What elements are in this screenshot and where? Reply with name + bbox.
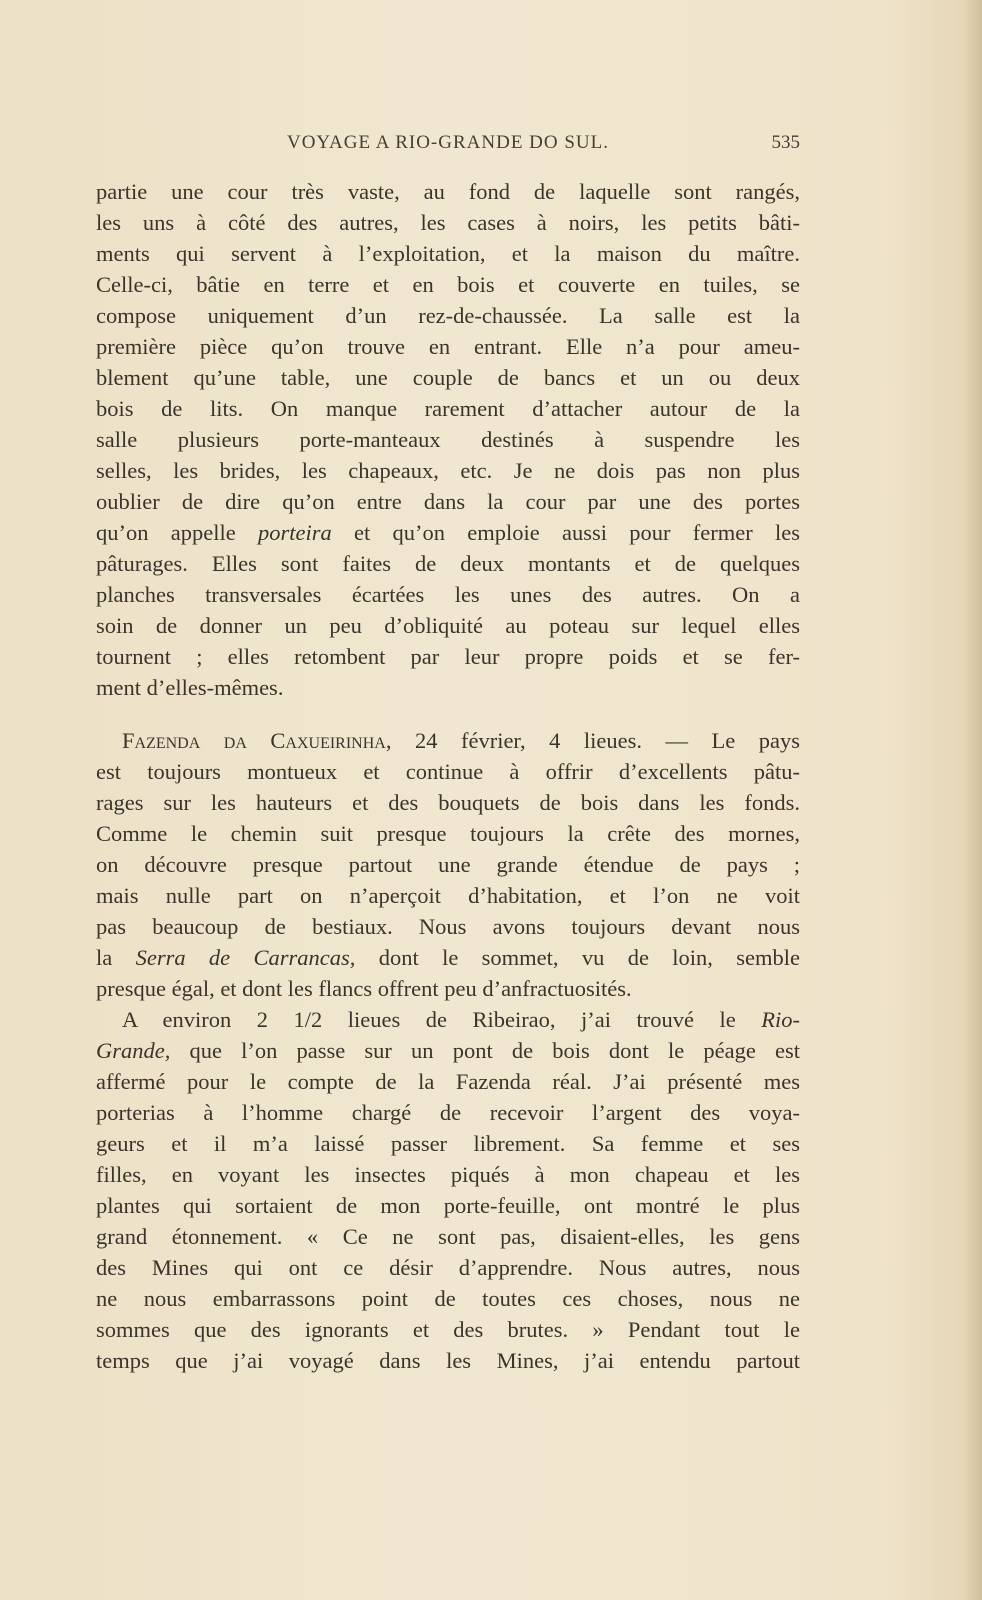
text-line: les uns à côté des autres, les cases à noirs, les petits bâti- [96, 210, 800, 235]
text-line: ment d’elles-mêmes. [96, 675, 284, 700]
text-line: planches transversales écartées les unes des autres. On a [96, 582, 800, 607]
text-line: Comme le chemin suit presque toujours la crête des mornes, [96, 821, 800, 846]
text-line: affermé pour le compte de la Fazenda réal. J’ai présenté mes [96, 1069, 800, 1094]
text-line: porterias à l’homme chargé de recevoir l’argent des voya- [96, 1100, 800, 1125]
text-line: est toujours montueux et continue à offrir d’excellents pâtu- [96, 759, 800, 784]
text-line: soin de donner un peu d’obliquité au poteau sur lequel elles [96, 613, 800, 638]
italic-term: porteira [257, 520, 332, 545]
text-line: pas beaucoup de bestiaux. Nous avons toujours devant nous [96, 914, 800, 939]
text-line: tournent ; elles retombent par leur propre poids et se fer- [96, 644, 800, 669]
page-number: 535 [771, 132, 800, 153]
text-line: des Mines qui ont ce désir d’apprendre. Nous autres, nous [96, 1255, 800, 1280]
text-line: on découvre presque partout une grande étendue de pays ; [96, 852, 800, 877]
text-line: partie une cour très vaste, au fond de laquelle sont rangés, [96, 179, 800, 204]
text-line: première pièce qu’on trouve en entrant. Elle n’a pour ameu- [96, 334, 800, 359]
text-run: , 24 février, 4 lieues. — Le pays [385, 728, 800, 753]
text-line: pâturages. Elles sont faites de deux montants et de quelques [96, 551, 800, 576]
text-line: ments qui servent à l’exploitation, et la maison du maître. [96, 241, 800, 266]
text-line-serra [96, 942, 800, 973]
italic-term: Rio- [761, 1007, 800, 1032]
italic-term: Serra de Carrancas, [135, 945, 356, 970]
text-line: temps que j’ai voyagé dans les Mines, j’ai entendu partout [96, 1348, 800, 1373]
running-title: VOYAGE A RIO-GRANDE DO SUL. [286, 132, 610, 153]
text-line: rages sur les hauteurs et des bouquets de bois dans les fonds. [96, 790, 800, 815]
text-line: filles, en voyant les insectes piqués à mon chapeau et les [96, 1162, 800, 1187]
text-line: plantes qui sortaient de mon porte-feuille, ont montré le plus [96, 1193, 800, 1218]
text-line: compose uniquement d’un rez-de-chaussée. La salle est la [96, 303, 800, 328]
text-line-porteira [96, 517, 800, 548]
text-line: presque égal, et dont les flancs offrent peu d’anfractuosités. [96, 976, 632, 1001]
text-run: et qu’on emploie aussi pour fermer les [331, 520, 800, 545]
paragraph-gap [96, 703, 800, 725]
text-line: selles, les brides, les chapeaux, etc. Je ne dois pas non plus [96, 458, 800, 483]
text-run: que l’on passe sur un pont de bois dont le péage est [170, 1038, 800, 1063]
entry-heading-line [96, 725, 800, 756]
text-line: Celle-ci, bâtie en terre et en bois et couverte en tuiles, se [96, 272, 800, 297]
text-line: blement qu’une table, une couple de bancs et un ou deux [96, 365, 800, 390]
text-run: dont le sommet, vu de loin, semble [355, 945, 800, 970]
text-line: sommes que des ignorants et des brutes. » Pendant tout le [96, 1317, 800, 1342]
body-text [96, 176, 800, 1376]
text-line: mais nulle part on n’aperçoit d’habitation, et l’on ne voit [96, 883, 800, 908]
text-line: bois de lits. On manque rarement d’attacher autour de la [96, 396, 800, 421]
text-run: la [96, 945, 136, 970]
text-line: oublier de dire qu’on entre dans la cour par une des portes [96, 489, 800, 514]
text-run: qu’on appelle [96, 520, 258, 545]
page-edge-shadow [964, 0, 982, 1600]
place-name: Fazenda da Caxueirinha [122, 728, 386, 753]
text-line: grand étonnement. « Ce ne sont pas, disaient-elles, les gens [96, 1224, 800, 1249]
text-line: ne nous embarrassons point de toutes ces choses, nous ne [96, 1286, 800, 1311]
text-line-rio-grande [96, 1035, 800, 1066]
text-line: geurs et il m’a laissé passer librement. Sa femme et ses [96, 1131, 800, 1156]
italic-term: Grande, [96, 1038, 171, 1063]
text-run: A environ 2 1/2 lieues de Ribeirao, j’ai trouvé le [122, 1007, 762, 1032]
text-line: salle plusieurs porte-manteaux destinés à suspendre les [96, 427, 800, 452]
page-header [96, 132, 800, 162]
text-line-rio [96, 1004, 800, 1035]
